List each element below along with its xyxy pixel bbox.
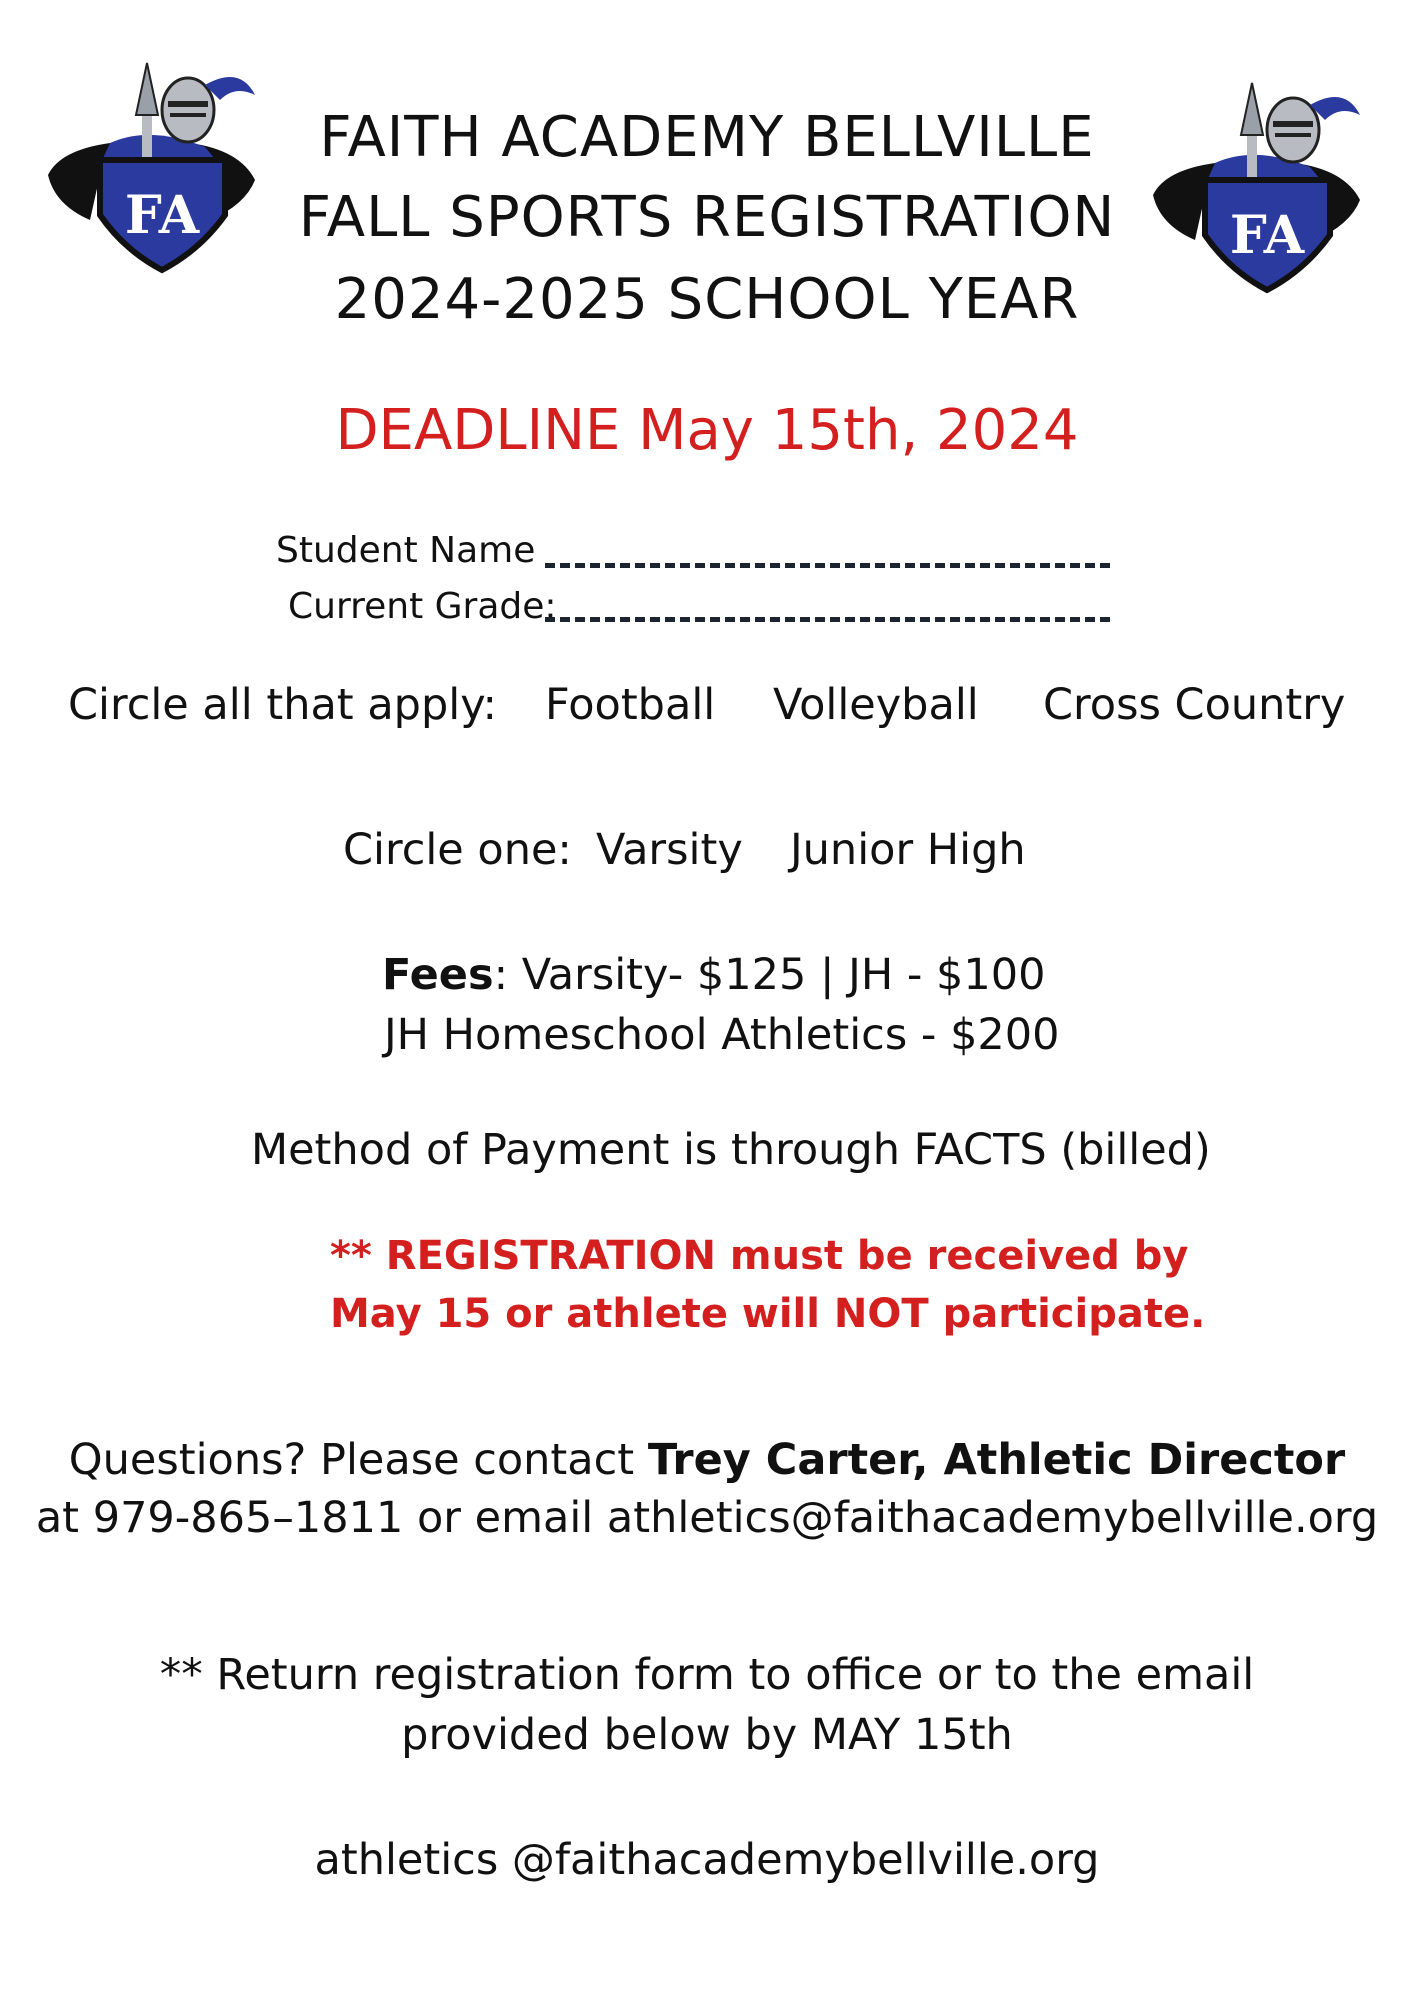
contact-line-1	[0, 1435, 1414, 1485]
title-line-2: FALL SPORTS REGISTRATION	[298, 185, 1116, 250]
sport-option-volleyball[interactable]: Volleyball	[773, 680, 979, 730]
level-option-varsity[interactable]: Varsity	[596, 825, 743, 875]
student-name-line[interactable]	[545, 563, 1110, 568]
contact-name: Trey Carter, Athletic Director	[647, 1435, 1346, 1485]
fees-label: Fees	[382, 950, 494, 1000]
logo-letters-right: FA	[1229, 205, 1305, 266]
sport-option-cross-country[interactable]: Cross Country	[1043, 680, 1346, 730]
current-grade-line[interactable]	[545, 617, 1110, 622]
knight-logo-right	[1140, 75, 1370, 295]
contact-prefix: Questions? Please contact	[68, 1435, 648, 1485]
title-line-3: 2024-2025 SCHOOL YEAR	[334, 267, 1080, 332]
contact-line-2: at 979-865–1811 or email athletics@faithacademybellville.org	[35, 1493, 1379, 1543]
sport-option-football[interactable]: Football	[545, 680, 716, 730]
return-note-line-1: ** Return registration form to office or to the email	[159, 1650, 1255, 1700]
footer-email[interactable]: athletics @faithacademybellville.org	[314, 1835, 1100, 1885]
return-note-line-2: provided below by MAY 15th	[401, 1710, 1013, 1760]
level-option-junior-high[interactable]: Junior High	[790, 825, 1026, 875]
fees-values: : Varsity- $125 | JH - $100	[493, 950, 1046, 1000]
logo-letters-left: FA	[124, 185, 200, 246]
deadline-text: DEADLINE May 15th, 2024	[335, 398, 1079, 463]
warning-line-1: ** REGISTRATION must be received by	[330, 1233, 1189, 1279]
fees-line-2: JH Homeschool Athletics - $200	[384, 1010, 1060, 1060]
title-line-1: FAITH ACADEMY BELLVILLE	[319, 105, 1095, 170]
fees-line-1	[382, 950, 1045, 1000]
student-name-label: Student Name	[276, 530, 536, 571]
sports-prompt: Circle all that apply:	[68, 680, 498, 730]
level-prompt: Circle one:	[343, 825, 572, 875]
warning-line-2: May 15 or athlete will NOT participate.	[330, 1291, 1206, 1337]
payment-method: Method of Payment is through FACTS (billed)	[251, 1125, 1211, 1175]
current-grade-label: Current Grade:	[288, 586, 557, 627]
